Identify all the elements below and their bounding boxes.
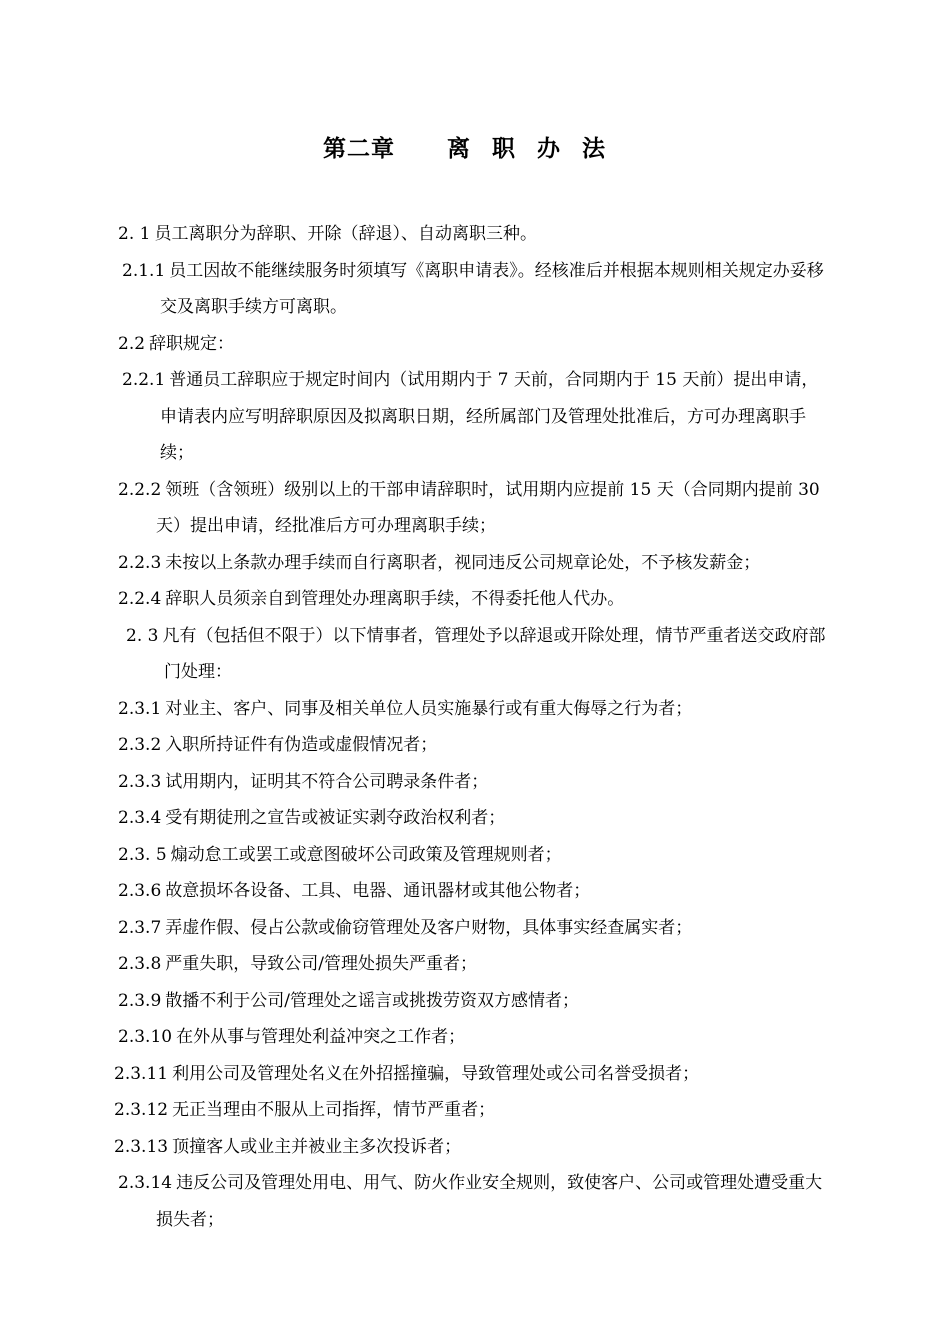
clause-2-3-9: 2.3.9 散播不利于公司/管理处之谣言或挑拨劳资双方感情者； — [118, 990, 579, 1011]
clause-2-3-11: 2.3.11 利用公司及管理处名义在外招摇撞骗，导致管理处或公司名誉受损者； — [114, 1063, 700, 1084]
document-body — [114, 216, 834, 1238]
clause-2-3-1: 2.3.1 对业主、客户、同事及相关单位人员实施暴行或有重大侮辱之行为者； — [118, 698, 693, 719]
clause-2-2-3: 2.2.3 未按以上条款办理手续而自行离职者，视同违反公司规章论处，不予核发薪金； — [118, 552, 761, 573]
clause-2-3-5: 2.3. 5 煽动怠工或罢工或意图破坏公司政策及管理规则者； — [118, 844, 562, 865]
clause-2-3-10: 2.3.10 在外从事与管理处利益冲突之工作者； — [118, 1027, 466, 1047]
clause-2-3-12: 2.3.12 无正当理由不服从上司指挥，情节严重者； — [114, 1100, 496, 1120]
clause-2-2-2: 2.2.2 领班（含领班）级别以上的干部申请辞职时，试用期内应提前 15 天（合同期内提前 30 天）提出申请，经批准后方可办理离职手续； — [118, 479, 820, 536]
clause-2-3-14: 2.3.14 违反公司及管理处用电、用气、防火作业安全规则，致使客户、公司或管理处遭受重大损失者； — [118, 1173, 823, 1230]
clause-2-1-1: 2.1.1 员工因故不能继续服务时须填写《离职申请表》。经核准后并根据本规则相关规定办妥移交及离职手续方可离职。 — [122, 260, 824, 317]
clause-2-3-4: 2.3.4 受有期徒刑之宣告或被证实剥夺政治权利者； — [118, 808, 506, 828]
clause-2-3-7: 2.3.7 弄虚作假、侵占公款或偷窃管理处及客户财物，具体事实经查属实者； — [118, 917, 693, 938]
clause-2-2-4: 2.2.4 辞职人员须亲自到管理处办理离职手续，不得委托他人代办。 — [118, 589, 625, 609]
clause-2-3-8: 2.3.8 严重失职，导致公司/管理处损失严重者； — [118, 954, 477, 974]
clause-2-2: 2.2 辞职规定： — [118, 333, 235, 354]
clause-2-3-2: 2.3.2 入职所持证件有伪造或虚假情况者； — [118, 735, 438, 755]
chapter-name: 离职办法 — [447, 136, 627, 162]
chapter-title — [0, 130, 950, 163]
clause-2-3: 2. 3 凡有（包括但不限于）以下情事者，管理处予以辞退或开除处理，情节严重者送交政府部门处理： — [126, 625, 826, 682]
clause-2-3-3: 2.3.3 试用期内，证明其不符合公司聘录条件者； — [118, 771, 489, 792]
chapter-number: 第二章 — [323, 136, 395, 162]
clause-2-1: 2. 1 员工离职分为辞职、开除（辞退）、自动离职三种。 — [118, 224, 537, 244]
clause-2-3-6: 2.3.6 故意损坏各设备、工具、电器、通讯器材或其他公物者； — [118, 881, 591, 901]
clause-2-3-13: 2.3.13 顶撞客人或业主并被业主多次投诉者； — [114, 1136, 462, 1157]
clause-2-2-1: 2.2.1 普通员工辞职应于规定时间内（试用期内于 7 天前，合同期内于 15 天前）提出申请，申请表内应写明辞职原因及拟离职日期，经所属部门及管理处批准后，方可办理离职手续； — [122, 370, 819, 463]
